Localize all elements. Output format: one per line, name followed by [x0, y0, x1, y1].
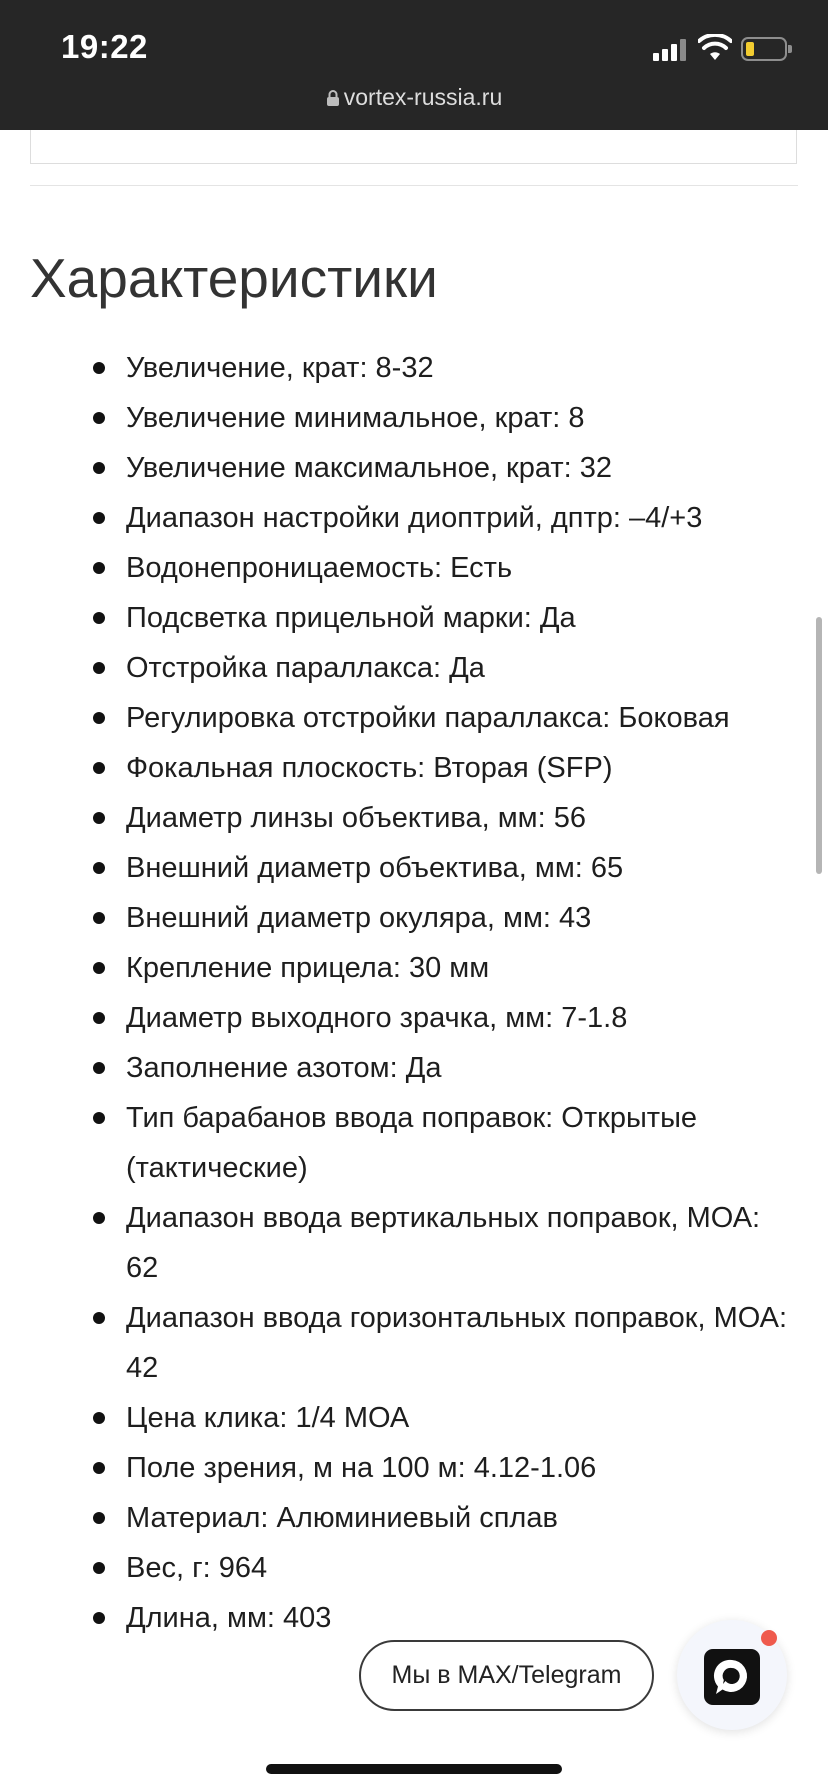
list-item: Заполнение азотом: Да [0, 1043, 828, 1093]
cellular-signal-icon [653, 39, 689, 61]
list-item: Подсветка прицельной марки: Да [0, 593, 828, 643]
list-item: Вес, г: 964 [0, 1543, 828, 1593]
section-title: Характеристики [30, 247, 438, 309]
list-item: Увеличение максимальное, крат: 32 [0, 443, 828, 493]
home-indicator[interactable] [266, 1764, 562, 1774]
list-item: Тип барабанов ввода поправок: Открытые (тактические) [0, 1093, 828, 1193]
list-item: Диаметр выходного зрачка, мм: 7-1.8 [0, 993, 828, 1043]
list-item: Длина, мм: 403 [0, 1593, 828, 1643]
list-item: Внешний диаметр объектива, мм: 65 [0, 843, 828, 893]
chat-widget-button[interactable] [677, 1620, 787, 1730]
url-text: vortex-russia.ru [343, 84, 503, 110]
list-item: Внешний диаметр окуляра, мм: 43 [0, 893, 828, 943]
list-item: Диапазон настройки диоптрий, дптр: –4/+3 [0, 493, 828, 543]
lock-icon [326, 89, 340, 107]
list-item: Водонепроницаемость: Есть [0, 543, 828, 593]
chat-bubble-icon [704, 1649, 760, 1705]
list-item: Крепление прицела: 30 мм [0, 943, 828, 993]
list-item: Поле зрения, м на 100 м: 4.12-1.06 [0, 1443, 828, 1493]
list-item: Увеличение, крат: 8-32 [0, 343, 828, 393]
list-item: Диапазон ввода горизонтальных поправок, МОА: 42 [0, 1293, 828, 1393]
address-bar[interactable] [0, 84, 828, 111]
list-item: Регулировка отстройки параллакса: Боковая [0, 693, 828, 743]
list-item: Диаметр линзы объектива, мм: 56 [0, 793, 828, 843]
section-divider [30, 185, 798, 186]
battery-icon [741, 37, 787, 61]
list-item: Диапазон ввода вертикальных поправок, МОА: 62 [0, 1193, 828, 1293]
notification-dot [761, 1630, 777, 1646]
wifi-icon [698, 34, 732, 62]
list-item: Цена клика: 1/4 МОА [0, 1393, 828, 1443]
status-bar [0, 0, 828, 130]
messenger-link-button[interactable]: Мы в MAX/Telegram [359, 1640, 654, 1711]
list-item: Фокальная плоскость: Вторая (SFP) [0, 743, 828, 793]
list-item: Увеличение минимальное, крат: 8 [0, 393, 828, 443]
status-time: 19:22 [61, 28, 148, 65]
battery-level [746, 42, 754, 56]
specs-list [0, 343, 828, 1643]
page-scrollbar[interactable] [816, 617, 822, 874]
list-item: Материал: Алюминиевый сплав [0, 1493, 828, 1543]
previous-section-box [30, 130, 797, 164]
list-item: Отстройка параллакса: Да [0, 643, 828, 693]
